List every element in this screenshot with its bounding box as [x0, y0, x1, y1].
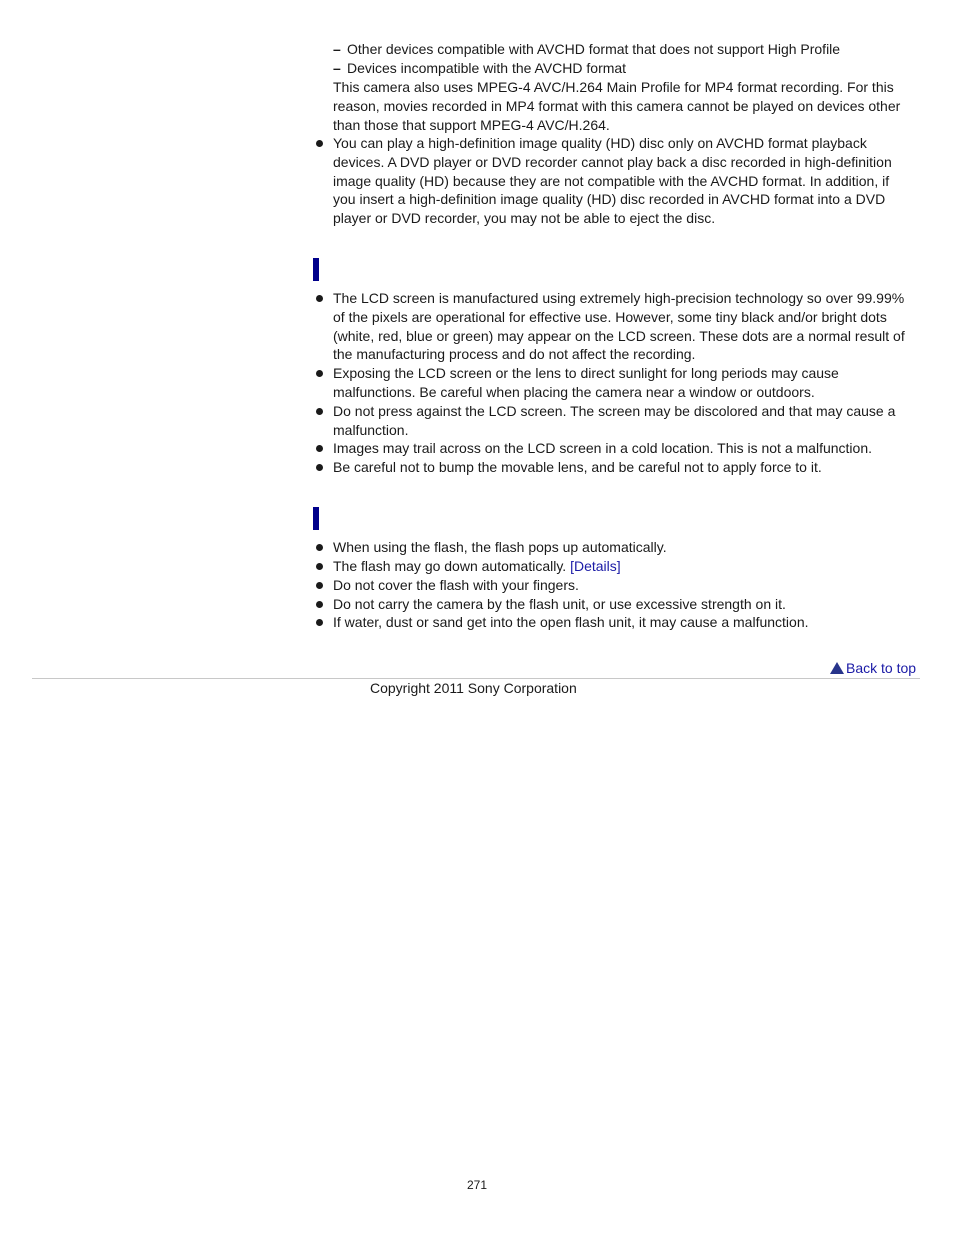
list-item: Exposing the LCD screen or the lens to direct sunlight for long periods may cause malfunctions. Be careful when placing the camera near a window or outdoors.: [333, 364, 913, 402]
section-heading-bar: [313, 507, 319, 530]
list-item: The LCD screen is manufactured using extremely high-precision technology so over 99.99% of the pixels are operational for effective use. However, some tiny black and/or bright dots (white, red, blue or green) may appear on the LCD screen. These dots are a normal result of the manufacturing process and do not affect the recording.: [333, 289, 913, 364]
list-item: Do not cover the flash with your fingers.: [333, 576, 913, 595]
list-item: If water, dust or sand get into the open flash unit, it may cause a malfunction.: [333, 613, 913, 632]
back-to-top-link[interactable]: [830, 659, 916, 678]
list-item: Do not press against the LCD screen. The screen may be discolored and that may cause a malfunction.: [333, 402, 913, 440]
copyright-text: Copyright 2011 Sony Corporation: [370, 680, 577, 696]
list-item: [333, 557, 913, 576]
list-item: Images may trail across on the LCD screen in a cold location. This is not a malfunction.: [333, 439, 913, 458]
page-number: 271: [466, 1178, 488, 1192]
section-heading-bar: [313, 258, 319, 281]
up-arrow-icon: [830, 662, 844, 674]
list-item: Be careful not to bump the movable lens, and be careful not to apply force to it.: [333, 458, 913, 477]
back-to-top-label: Back to top: [846, 660, 917, 676]
list-item: Do not carry the camera by the flash unit, or use excessive strength on it.: [333, 595, 913, 614]
list-item-text: The flash may go down automatically.: [333, 558, 571, 574]
dash-item-text: Other devices compatible with AVCHD format that does not support High Profile: [347, 41, 841, 57]
dash-marker: –: [333, 41, 341, 57]
details-link[interactable]: [Details]: [570, 558, 621, 574]
list-item: When using the flash, the flash pops up automatically.: [333, 538, 913, 557]
mp4-format-paragraph: This camera also uses MPEG-4 AVC/H.264 Main Profile for MP4 format recording. For this reason, movies recorded in MP4 format with this camera cannot be played on devices other than those that support MPEG-4 AVC/H.264.: [333, 79, 901, 133]
list-item: You can play a high-definition image quality (HD) disc only on AVCHD format playback devices. A DVD player or DVD recorder cannot play back a disc recorded in high-definition image quality (HD) because they are not compatible with the AVCHD format. In addition, if you insert a high-definition image quality (HD) disc recorded in AVCHD format into a DVD player or DVD recorder, you may not be able to eject the disc.: [333, 134, 913, 228]
dash-item-text: Devices incompatible with the AVCHD format: [347, 60, 627, 76]
dash-marker: –: [333, 60, 341, 76]
